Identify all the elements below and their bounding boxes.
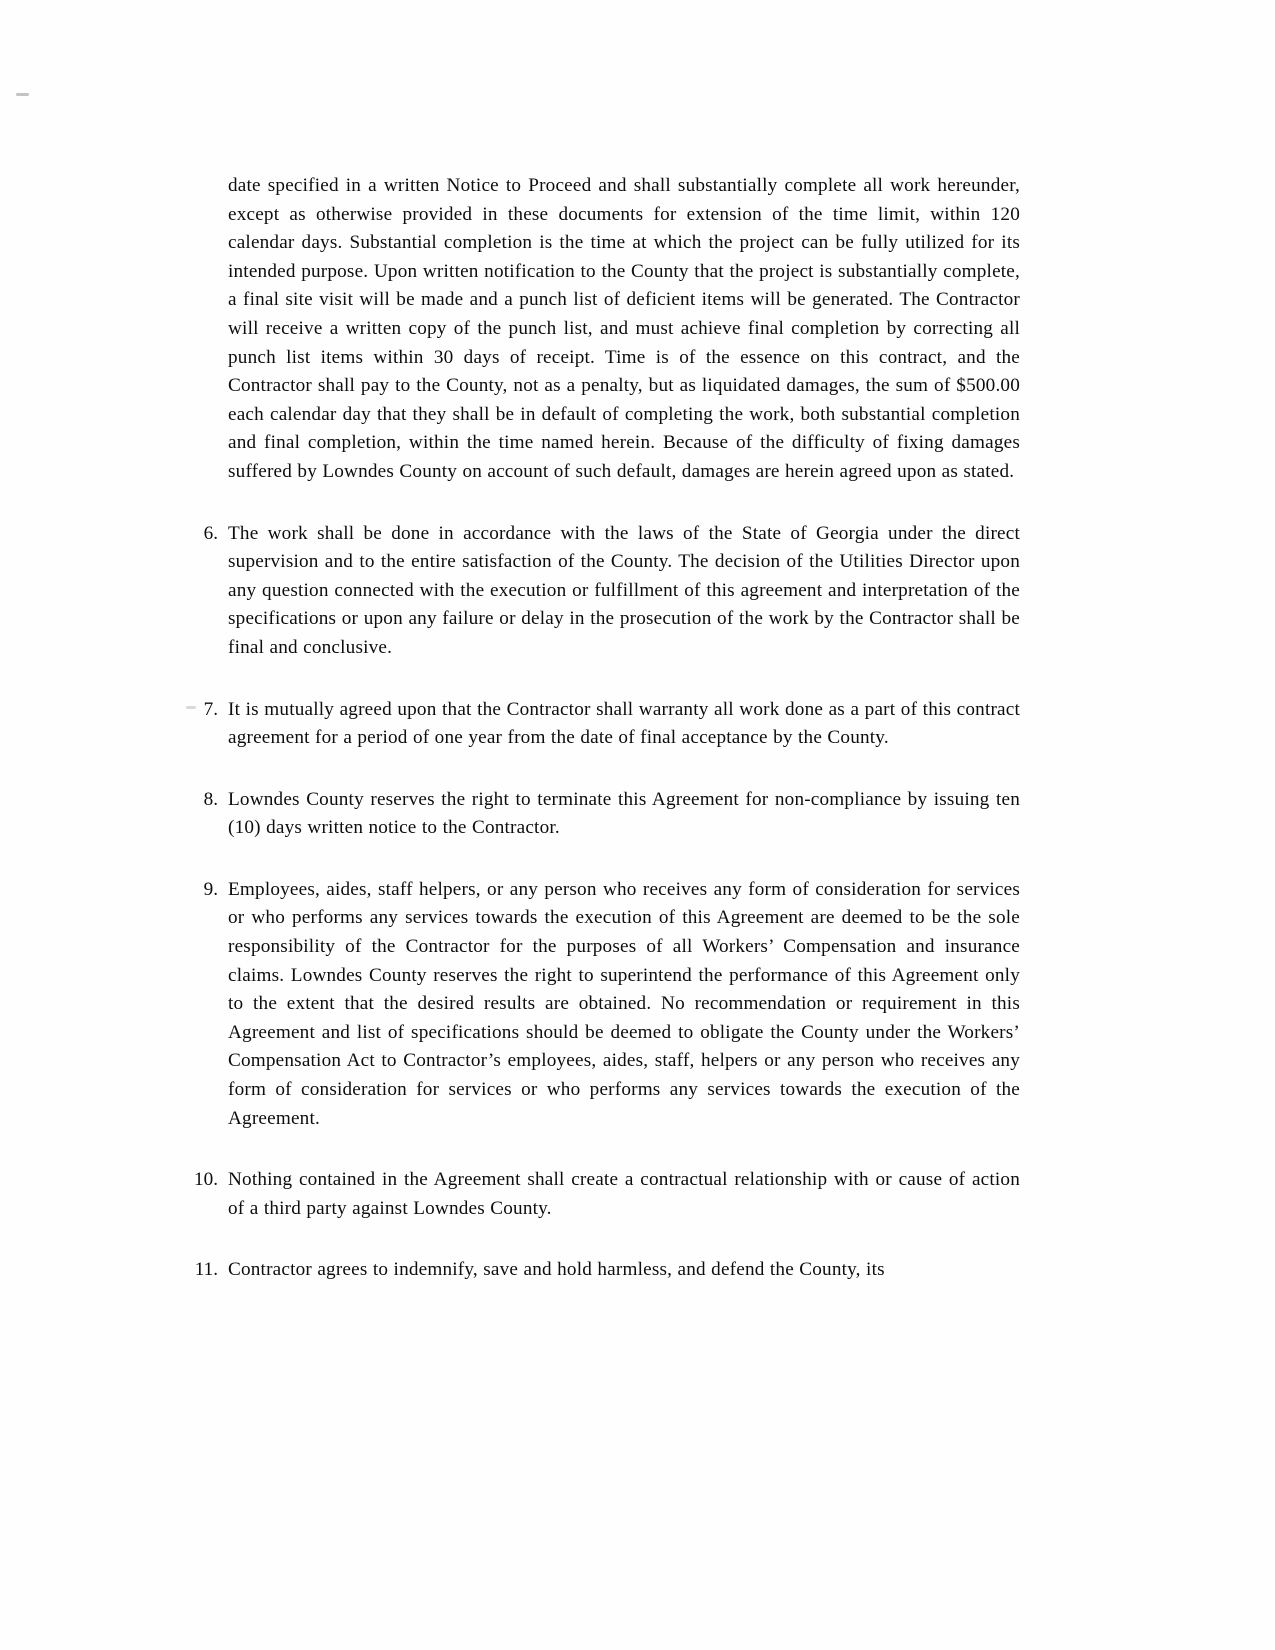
clause-item-6	[203, 520, 1020, 663]
clause-item-8	[203, 786, 1020, 843]
clause-item-10	[194, 1166, 1020, 1223]
clause-number-10: 10.	[194, 1169, 218, 1191]
clause-number-11: 11.	[194, 1259, 218, 1281]
clause-item-9	[203, 876, 1020, 1133]
clause-text-11: Contractor agrees to indemnify, save and hold harmless, and defend the County, its	[228, 1259, 885, 1281]
clause-number-9: 9.	[203, 878, 218, 900]
clause-item-7	[203, 696, 1020, 753]
scan-artifact-speck	[16, 93, 29, 96]
clause-text-6: The work shall be done in accordance with the laws of the State of Georgia under the direct supervision and to the entire satisfaction of the County. The decision of the Utilities Director upon any question connected with the execution or fulfillment of this agreement and interpretation of the specifications or upon any failure or delay in the prosecution of the work by the Contractor shall be final and conclusive.	[228, 522, 1020, 658]
clause-text-7: It is mutually agreed upon that the Contractor shall warranty all work done as a part of this contract agreement for a period of one year from the date of final acceptance by the County.	[228, 698, 1020, 749]
document-text-body	[194, 172, 1020, 1318]
clause-text-9: Employees, aides, staff helpers, or any person who receives any form of consideration for services or who performs any services towards the execution of this Agreement are deemed to be the sole responsibility of the Contractor for the purposes of all Workers’ Compensation and insurance claims. Lowndes County reserves the right to superintend the performance of this Agreement only to the extent that the desired results are obtained. No recommendation or requirement in this Agreement and list of specifications should be deemed to obligate the County under the Workers’ Compensation Act to Contractor’s employees, aides, staff, helpers or any person who receives any form of consideration for services or who performs any services towards the execution of the Agreement.	[228, 878, 1020, 1129]
clause-number-8: 8.	[203, 788, 218, 810]
clause-number-7: 7.	[203, 698, 218, 720]
lead-paragraph: date specified in a written Notice to Proceed and shall substantially complete all work hereunder, except as otherwise provided in these documents for extension of the time limit, within 120 calendar days. Substantial completion is the time at which the project can be fully utilized for its intended purpose. Upon written notification to the County that the project is substantially complete, a final site visit will be made and a punch list of deficient items will be generated. The Contractor will receive a written copy of the punch list, and must achieve final completion by correcting all punch list items within 30 days of receipt. Time is of the essence on this contract, and the Contractor shall pay to the County, not as a penalty, but as liquidated damages, the sum of $500.00 each calendar day that they shall be in default of completing the work, both substantial completion and final completion, within the time named herein. Because of the difficulty of fixing damages suffered by Lowndes County on account of such default, damages are herein agreed upon as stated.	[228, 175, 1020, 482]
clause-text-10: Nothing contained in the Agreement shall create a contractual relationship with or cause of action of a third party against Lowndes County.	[228, 1169, 1020, 1219]
clause-text-8: Lowndes County reserves the right to terminate this Agreement for non-compliance by issuing ten (10) days written notice to the Contractor.	[228, 788, 1020, 839]
clause-item-11	[194, 1256, 1020, 1285]
clause-number-6: 6.	[203, 522, 218, 544]
